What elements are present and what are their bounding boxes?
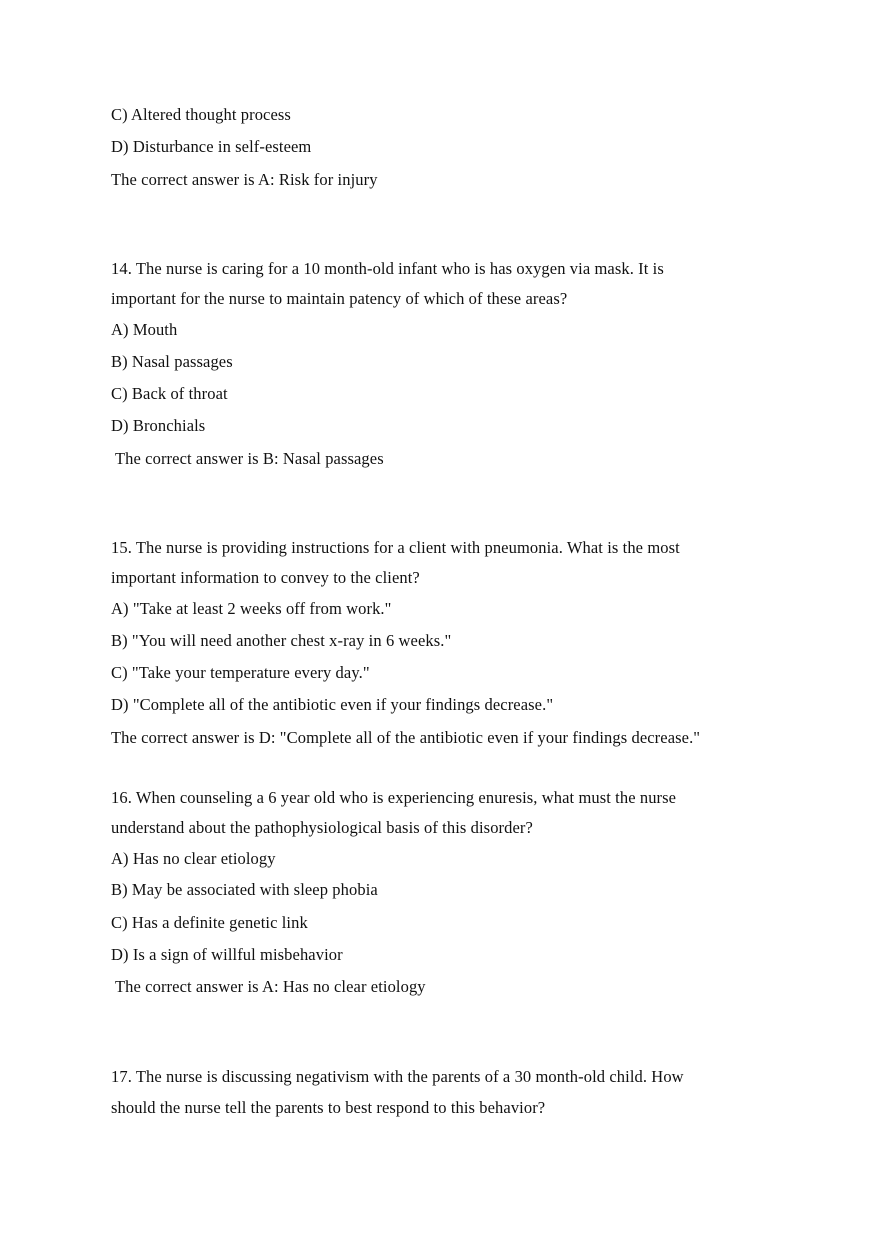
- option-c: C) Back of throat: [111, 384, 228, 403]
- question-stem-line-2: should the nurse tell the parents to best respond to this behavior?: [111, 1098, 546, 1117]
- question-stem-line-2: important information to convey to the client?: [111, 568, 420, 587]
- option-d: D) Is a sign of willful misbehavior: [111, 945, 343, 964]
- correct-answer: The correct answer is B: Nasal passages: [115, 449, 384, 468]
- option-b: B) Nasal passages: [111, 352, 233, 371]
- option-d: D) Disturbance in self-esteem: [111, 137, 312, 156]
- question-stem-line-1: 17. The nurse is discussing negativism with the parents of a 30 month-old child. How: [111, 1067, 684, 1086]
- option-a: A) "Take at least 2 weeks off from work.": [111, 599, 392, 618]
- question-stem-line-1: 14. The nurse is caring for a 10 month-old infant who is has oxygen via mask. It is: [111, 259, 664, 278]
- question-stem-line-1: 16. When counseling a 6 year old who is experiencing enuresis, what must the nurse: [111, 788, 677, 807]
- option-c: C) Has a definite genetic link: [111, 913, 308, 932]
- option-c: C) "Take your temperature every day.": [111, 663, 370, 682]
- question-stem-line-2: important for the nurse to maintain patency of which of these areas?: [111, 289, 568, 308]
- option-a: A) Has no clear etiology: [111, 849, 276, 868]
- option-d: D) Bronchials: [111, 416, 206, 435]
- question-stem-line-2: understand about the pathophysiological basis of this disorder?: [111, 818, 533, 837]
- option-b: B) May be associated with sleep phobia: [111, 880, 378, 899]
- option-a: A) Mouth: [111, 320, 178, 339]
- option-b: B) "You will need another chest x-ray in 6 weeks.": [111, 631, 452, 650]
- correct-answer: The correct answer is A: Risk for injury: [111, 170, 378, 189]
- question-stem-line-1: 15. The nurse is providing instructions for a client with pneumonia. What is the most: [111, 538, 680, 557]
- option-c: C) Altered thought process: [111, 105, 291, 124]
- correct-answer: The correct answer is D: "Complete all of the antibiotic even if your findings decrease.": [111, 728, 701, 747]
- option-d: D) "Complete all of the antibiotic even if your findings decrease.": [111, 695, 554, 714]
- correct-answer: The correct answer is A: Has no clear etiology: [115, 977, 426, 996]
